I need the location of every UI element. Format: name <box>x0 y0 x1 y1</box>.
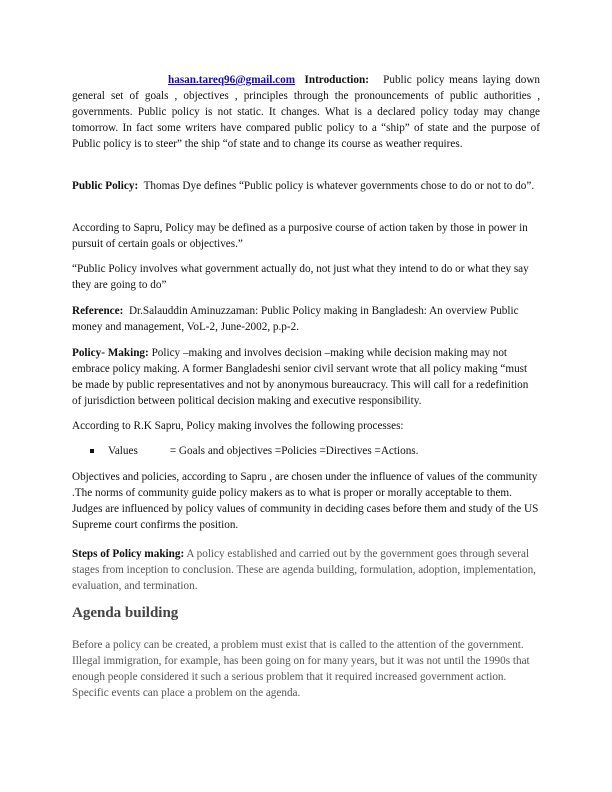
policy-making-text: Policy –making and involves decision –making while decision making may not embrace policy making. A former Bangladeshi senior civil servant wrote that all policy making “must be made by public representatives and not by anonymous bureaucracy. This will call for a redefinition of jurisdiction between political decision making and executive responsibility. <box>72 347 529 407</box>
reference-paragraph <box>72 303 540 335</box>
values-bullet-item <box>90 443 540 459</box>
reference-text: Dr.Salauddin Aminuzzaman: Public Policy making in Bangladesh: An overview Public money and management, VoL-2, June-2002, p.p-2. <box>72 305 519 333</box>
policy-quote: “Public Policy involves what government actually do, not just what they intend to do or what they say they are going to do” <box>72 263 529 291</box>
policy-making-paragraph <box>72 345 540 409</box>
steps-heading: Steps of Policy making: <box>72 548 185 560</box>
steps-paragraph <box>72 546 540 594</box>
bullet-icon <box>90 449 94 453</box>
public-policy-paragraph <box>72 178 540 194</box>
intro-paragraph <box>72 72 540 152</box>
objectives-paragraph: Objectives and policies, according to Sapru , are chosen under the influence of values of the community .The norms of community guide policy makers as to what is proper or morally acceptable to them. Judges are influenced by policy values of community in deciding cases before them and study of the US Supreme court confirms the position. <box>72 471 539 531</box>
bullet-label: Values <box>108 445 138 457</box>
bullet-text: = Goals and objectives =Policies =Directives =Actions. <box>169 445 419 457</box>
intro-heading: Introduction: <box>304 74 369 86</box>
public-policy-heading: Public Policy: <box>72 180 139 192</box>
agenda-heading: Agenda building <box>72 605 179 621</box>
sapru-definition: According to Sapru, Policy may be defined as a purposive course of action taken by those in power in pursuit of certain goals or objectives.” <box>72 222 528 250</box>
agenda-paragraph: Before a policy can be created, a problem must exist that is called to the attention of the government. Illegal immigration, for example, has been going on for many years, but it was not until the 1990s that enough people considered it such a serious problem that it required increased government action. Specific events can place a problem on the agenda. <box>72 639 530 699</box>
reference-heading: Reference: <box>72 305 124 317</box>
steps-text: A policy established and carried out by the government goes through several stages from inception to conclusion. These are agenda building, formulation, adoption, implementation, evaluation, and termination. <box>72 548 536 592</box>
processes-intro: According to R.K Sapru, Policy making involves the following processes: <box>72 420 404 432</box>
author-email-link[interactable]: hasan.tareq96@gmail.com <box>168 74 296 86</box>
policy-making-heading: Policy- Making: <box>72 347 149 359</box>
public-policy-text: Thomas Dye defines “Public policy is whatever governments chose to do or not to do”. <box>143 180 535 192</box>
intro-text: Public policy means laying down general set of goals , objectives , principles through the pronouncements of public authorities , governments. Public policy is not static. It changes. What is a declared policy today may change tomorrow. In fact some writers have compared public policy to a “ship” of state and the purpose of Public policy is to steer” the ship “of state and to change its course as weather requires. <box>72 74 541 150</box>
